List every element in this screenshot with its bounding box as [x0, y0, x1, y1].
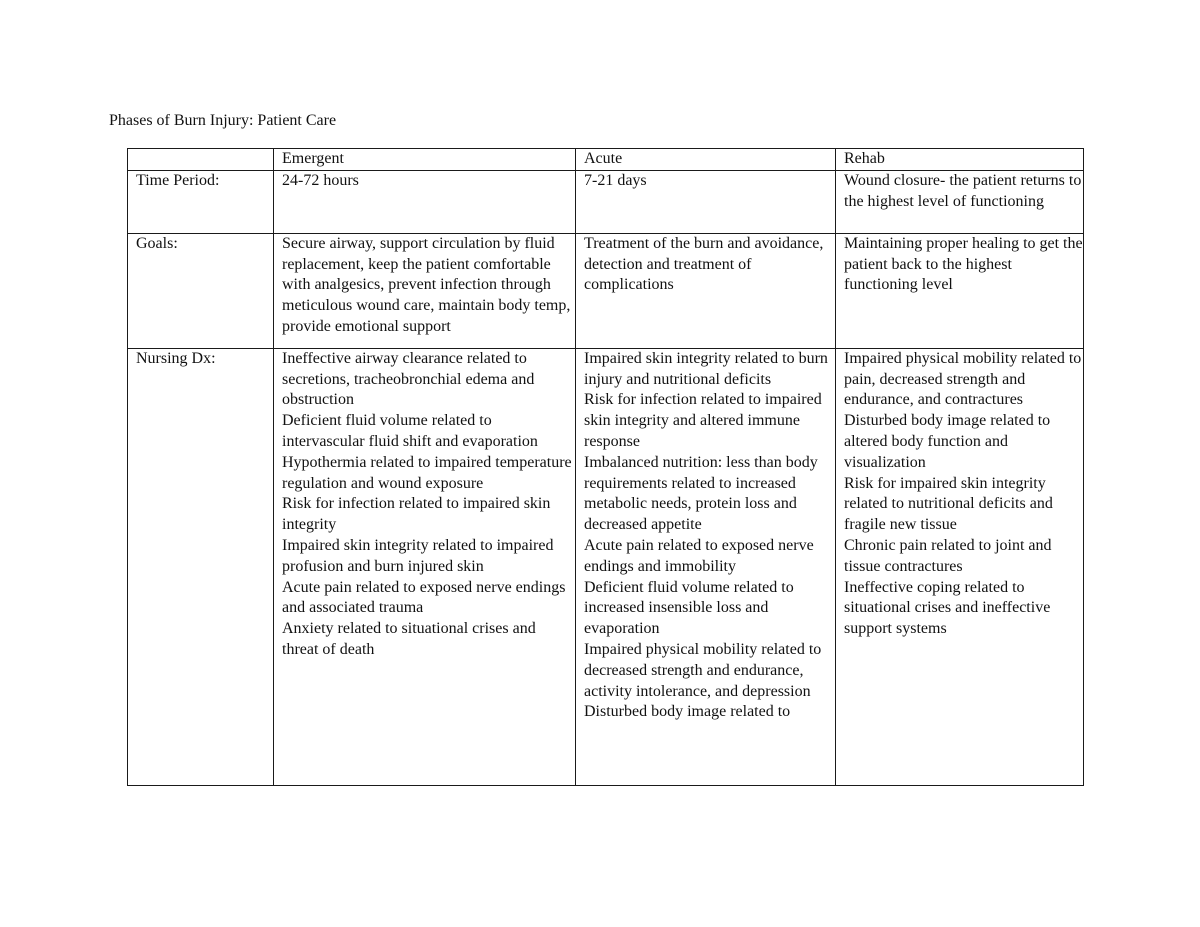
dx-item: Risk for infection related to impaired skin integrity: [282, 495, 551, 534]
dx-item: Ineffective airway clearance related to secretions, tracheobronchial edema and obstruction: [282, 349, 535, 409]
nursing-dx-label: Nursing Dx:: [128, 348, 274, 785]
goals-emergent: Secure airway, support circulation by fluid replacement, keep the patient comfortable with analgesics, prevent infection through meticulous wound care, maintain body temp, provide emotional support: [274, 233, 576, 348]
header-acute: Acute: [576, 149, 836, 171]
goals-rehab: Maintaining proper healing to get the patient back to the highest functioning level: [836, 233, 1084, 348]
dx-item: Ineffective coping related to situational crises and ineffective support systems: [844, 578, 1051, 638]
document-title: Phases of Burn Injury: Patient Care: [109, 112, 337, 129]
dx-item: Acute pain related to exposed nerve endings and immobility: [584, 536, 814, 575]
header-row: [128, 149, 1084, 171]
dx-item: Deficient fluid volume related to increased insensible loss and evaporation: [584, 578, 794, 638]
dx-item: Impaired skin integrity related to burn injury and nutritional deficits: [584, 349, 828, 388]
dx-item: Chronic pain related to joint and tissue contractures: [844, 536, 1052, 575]
dx-item: Acute pain related to exposed nerve endings and associated trauma: [282, 578, 566, 617]
dx-item: Impaired physical mobility related to decreased strength and endurance, activity intolerance, and depression: [584, 640, 822, 700]
time-period-acute: 7-21 days: [576, 170, 836, 233]
dx-item: Risk for impaired skin integrity related to nutritional deficits and fragile new tissue: [844, 474, 1053, 534]
time-period-rehab: Wound closure- the patient returns to the highest level of functioning: [836, 170, 1084, 233]
nursing-dx-emergent: [274, 348, 576, 785]
time-period-label: Time Period:: [128, 170, 274, 233]
dx-item: Risk for infection related to impaired skin integrity and altered immune response: [584, 391, 822, 450]
time-period-row: [128, 170, 1084, 233]
nursing-dx-rehab: [836, 348, 1084, 785]
time-period-emergent: 24-72 hours: [274, 170, 576, 233]
dx-item: Disturbed body image related to: [584, 703, 791, 721]
goals-row: [128, 233, 1084, 348]
dx-item: Deficient fluid volume related to intervascular fluid shift and evaporation: [282, 412, 538, 450]
dx-item: Anxiety related to situational crises and threat of death: [282, 620, 536, 658]
goals-label: Goals:: [128, 233, 274, 348]
nursing-dx-acute: [576, 348, 836, 785]
header-corner-cell: [128, 149, 274, 171]
burn-care-table: [127, 148, 1084, 786]
goals-acute: Treatment of the burn and avoidance, detection and treatment of complications: [576, 233, 836, 348]
dx-item: Hypothermia related to impaired temperature regulation and wound exposure: [282, 453, 572, 492]
dx-item: Impaired physical mobility related to pain, decreased strength and endurance, and contractures: [844, 349, 1082, 409]
dx-item: Disturbed body image related to altered body function and visualization: [844, 412, 1051, 471]
header-rehab: Rehab: [836, 149, 1084, 171]
dx-item: Imbalanced nutrition: less than body requirements related to increased metabolic needs, protein loss and decreased appetite: [584, 453, 818, 534]
dx-item: Impaired skin integrity related to impaired profusion and burn injured skin: [282, 536, 554, 575]
header-emergent: Emergent: [274, 149, 576, 171]
nursing-dx-row: [128, 348, 1084, 785]
